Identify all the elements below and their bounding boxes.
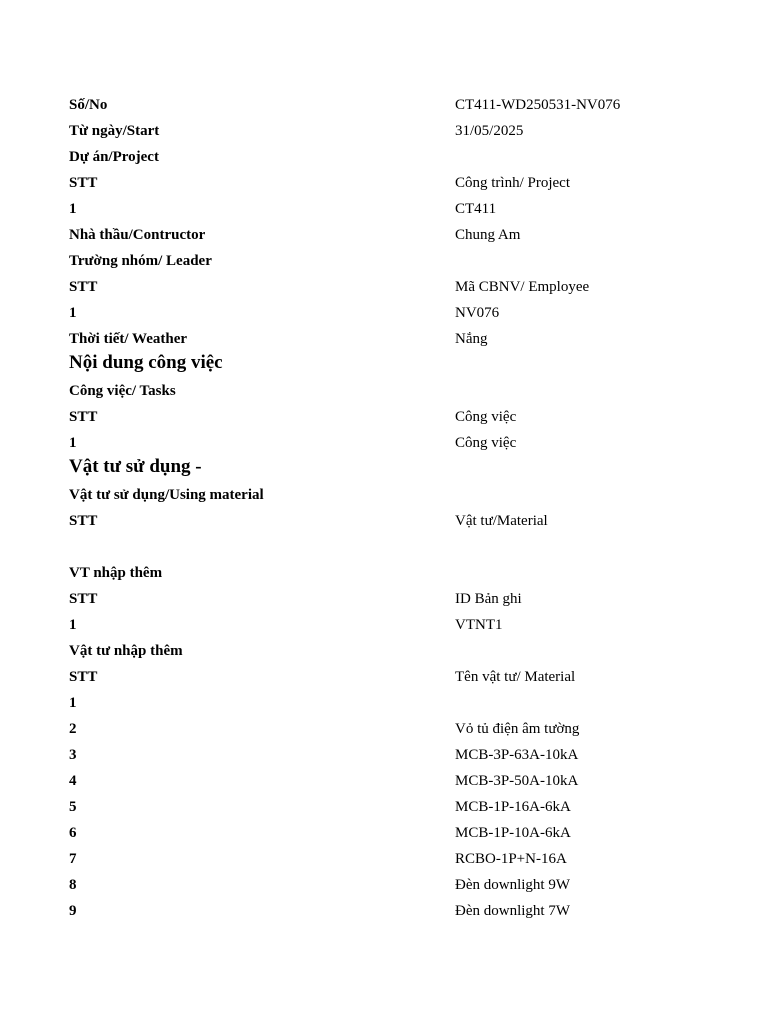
row-label: Dự án/Project xyxy=(69,149,159,165)
row-value: CT411 xyxy=(455,201,497,217)
row-value: Nắng xyxy=(455,331,488,347)
report-row xyxy=(0,404,768,430)
row-value: MCB-1P-10A-6kA xyxy=(455,825,571,841)
report-row xyxy=(0,222,768,248)
report-row xyxy=(0,170,768,196)
row-value: Mã CBNV/ Employee xyxy=(455,279,590,295)
section-heading: Vật tư sử dụng - xyxy=(69,456,202,477)
report-row xyxy=(0,508,768,534)
row-label: STT xyxy=(69,591,98,607)
report-rows xyxy=(0,92,768,924)
report-row xyxy=(0,820,768,846)
row-label: Từ ngày/Start xyxy=(69,123,160,139)
section-heading-row xyxy=(0,352,768,378)
row-value: Công trình/ Project xyxy=(455,175,570,191)
report-row xyxy=(0,248,768,274)
row-label: Vật tư nhập thêm xyxy=(69,643,183,659)
row-label: 2 xyxy=(69,721,77,737)
row-label: Công việc/ Tasks xyxy=(69,383,176,399)
row-value: MCB-3P-50A-10kA xyxy=(455,773,579,789)
report-row xyxy=(0,742,768,768)
row-value: MCB-1P-16A-6kA xyxy=(455,799,571,815)
row-label: Số/No xyxy=(69,97,108,113)
report-row xyxy=(0,794,768,820)
report-row xyxy=(0,118,768,144)
row-label: 9 xyxy=(69,903,77,919)
report-row xyxy=(0,560,768,586)
row-value: Công việc xyxy=(455,409,517,425)
report-row xyxy=(0,638,768,664)
report-row xyxy=(0,144,768,170)
row-label: 1 xyxy=(69,435,77,451)
report-row xyxy=(0,326,768,352)
report-row xyxy=(0,300,768,326)
row-value: Tên vật tư/ Material xyxy=(455,669,576,685)
report-row xyxy=(0,430,768,456)
row-label: 1 xyxy=(69,305,77,321)
row-label: 3 xyxy=(69,747,77,763)
row-label: 7 xyxy=(69,851,77,867)
row-label: 1 xyxy=(69,617,77,633)
row-value: Vật tư/Material xyxy=(455,513,548,529)
row-value: Đèn downlight 9W xyxy=(455,877,570,893)
row-value: Đèn downlight 7W xyxy=(455,903,570,919)
row-label: Trường nhóm/ Leader xyxy=(69,253,212,269)
row-label: 6 xyxy=(69,825,77,841)
row-label: Nhà thầu/Contructor xyxy=(69,227,206,243)
section-heading-row xyxy=(0,456,768,482)
report-row xyxy=(0,846,768,872)
row-label: 8 xyxy=(69,877,77,893)
report-row xyxy=(0,534,768,560)
report-row xyxy=(0,378,768,404)
row-label: 1 xyxy=(69,695,77,711)
report-row xyxy=(0,690,768,716)
row-value: VTNT1 xyxy=(455,617,503,633)
row-label: 5 xyxy=(69,799,77,815)
row-label: VT nhập thêm xyxy=(69,565,163,581)
row-value: ID Bản ghi xyxy=(455,591,522,607)
row-label: STT xyxy=(69,669,98,685)
row-label: Thời tiết/ Weather xyxy=(69,331,188,347)
row-value: 31/05/2025 xyxy=(455,123,524,139)
report-row xyxy=(0,664,768,690)
report-row xyxy=(0,274,768,300)
row-label: 4 xyxy=(69,773,77,789)
report-row xyxy=(0,612,768,638)
row-label: Vật tư sử dụng/Using material xyxy=(69,487,264,503)
row-value: NV076 xyxy=(455,305,500,321)
row-value: Công việc xyxy=(455,435,517,451)
row-value: RCBO-1P+N-16A xyxy=(455,851,567,867)
report-row xyxy=(0,482,768,508)
row-label: STT xyxy=(69,513,98,529)
report-row xyxy=(0,716,768,742)
row-value: MCB-3P-63A-10kA xyxy=(455,747,579,763)
row-label: 1 xyxy=(69,201,77,217)
report-row xyxy=(0,586,768,612)
report-row xyxy=(0,768,768,794)
section-heading: Nội dung công việc xyxy=(69,352,223,373)
row-label: STT xyxy=(69,409,98,425)
report-row xyxy=(0,196,768,222)
row-value: Chung Am xyxy=(455,227,521,243)
row-value: CT411-WD250531-NV076 xyxy=(455,97,621,113)
row-label: STT xyxy=(69,279,98,295)
report-row xyxy=(0,898,768,924)
row-label: STT xyxy=(69,175,98,191)
report-row xyxy=(0,872,768,898)
report-row xyxy=(0,92,768,118)
row-value: Vỏ tủ điện âm tường xyxy=(455,721,580,737)
